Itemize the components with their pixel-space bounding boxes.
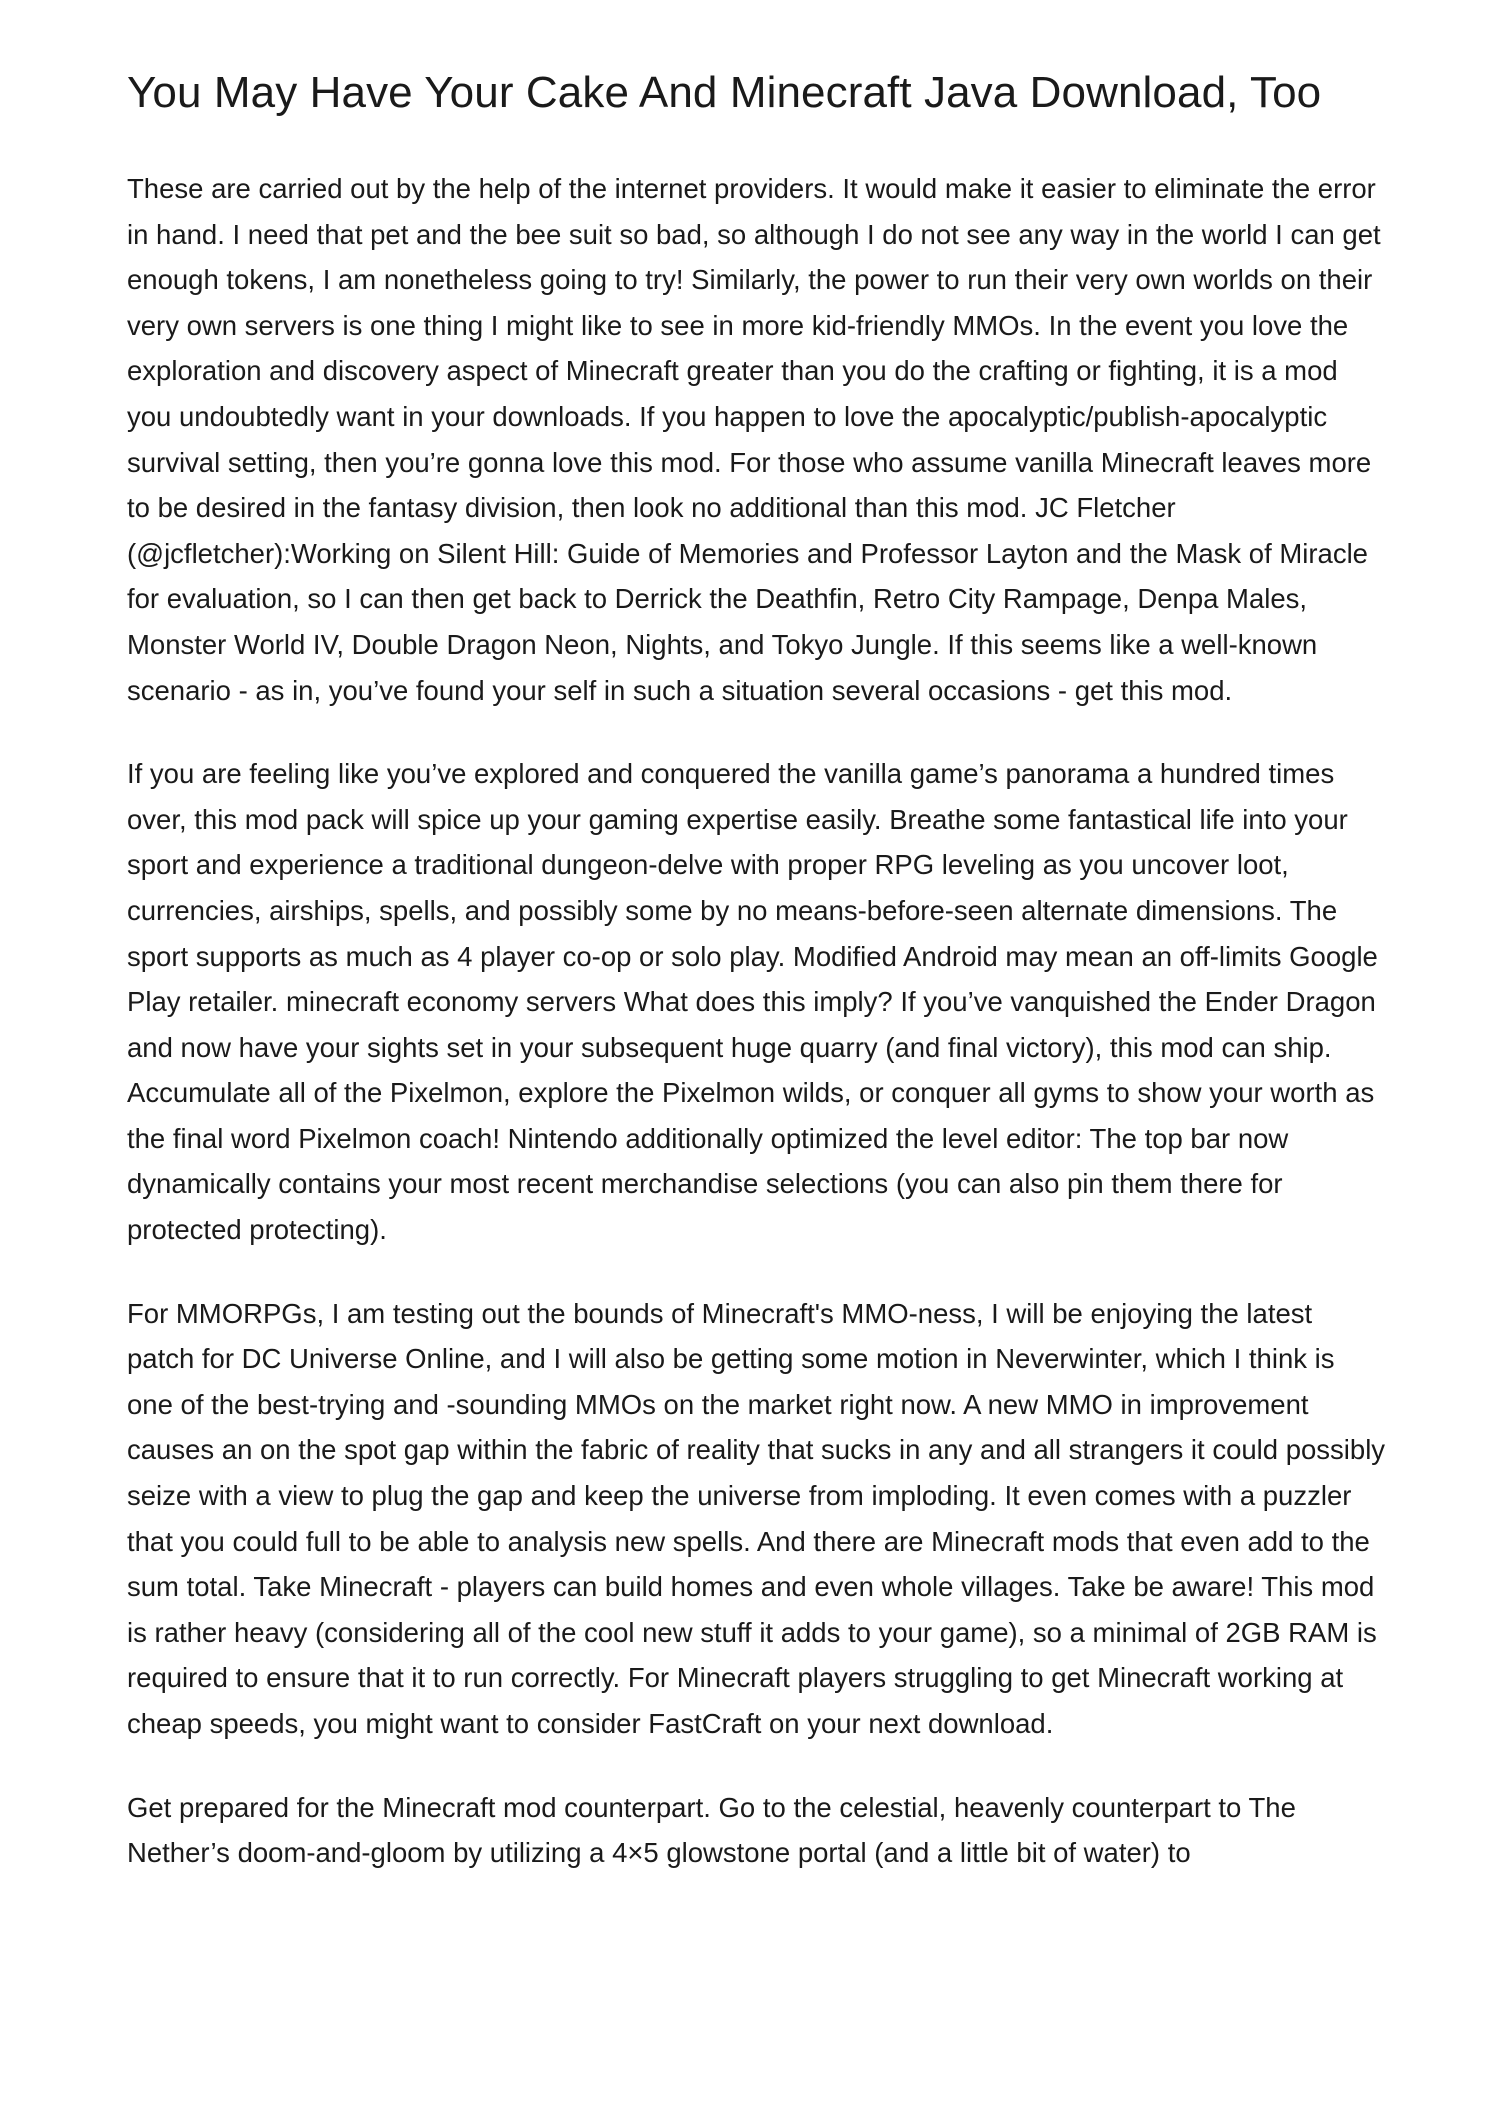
paragraph-4: Get prepared for the Minecraft mod counterpart. Go to the celestial, heavenly counterpart to The Nether’s doom-and-gloom by utilizing a 4×5 glowstone portal (and a little bit of water) to bbox=[127, 1791, 1296, 1869]
page-title: You May Have Your Cake And Minecraft Java Download, Too bbox=[127, 68, 1322, 117]
paragraph-1: These are carried out by the help of the internet providers. It would make it easier to eliminate the error in hand. I need that pet and the bee suit so bad, so although I do not see any way in the world I can get enough tokens, I am nonetheless going to try! Similarly, the power to run their very own worlds on their very own servers is one thing I might like to see in more kid-friendly MMOs. In the event you love the exploration and discovery aspect of Minecraft greater than you do the crafting or fighting, it is a mod you undoubtedly want in your downloads. If you happen to love the apocalyptic/publish-apocalyptic survival setting, then you’re gonna love this mod. For those who assume vanilla Minecraft leaves more to be desired in the fantasy division, then look no additional than this mod. JC Fletcher (@jcfletcher):Working on Silent Hill: Guide of Memories and Professor Layton and the Mask of Miracle for evaluation, so I can then get back to Derrick the Deathfin, Retro City Rampage, Denpa Males, Monster World IV, Double Dragon Neon, Nights, and Tokyo Jungle. If this seems like a well-known scenario - as in, you’ve found your self in such a situation several occasions - get this mod. bbox=[127, 173, 1381, 706]
document-page bbox=[127, 0, 1387, 1876]
paragraph-2: If you are feeling like you’ve explored and conquered the vanilla game’s panorama a hundred times over, this mod pack will spice up your gaming expertise easily. Breathe some fantastical life into your sport and experience a traditional dungeon-delve with proper RPG leveling as you uncover loot, currencies, airships, spells, and possibly some by no means-before-seen alternate dimensions. The sport supports as much as 4 player co-op or solo play. Modified Android may mean an off-limits Google Play retailer. minecraft economy servers What does this imply? If you’ve vanquished the Ender Dragon and now have your sights set in your subsequent huge quarry (and final victory), this mod can ship. Accumulate all of the Pixelmon, explore the Pixelmon wilds, or conquer all gyms to show your worth as the final word Pixelmon coach! Nintendo additionally optimized the level editor: The top bar now dynamically contains your most recent merchandise selections (you can also pin them there for protected protecting). bbox=[127, 758, 1378, 1246]
paragraph-3: For MMORPGs, I am testing out the bounds of Minecraft's MMO-ness, I will be enjoying the latest patch for DC Universe Online, and I will also be getting some motion in Neverwinter, which I think is one of the best-trying and -sounding MMOs on the market right now. A new MMO in improvement causes an on the spot gap within the fabric of reality that sucks in any and all strangers it could possibly seize with a view to plug the gap and keep the universe from imploding. It even comes with a puzzler that you could full to be able to analysis new spells. And there are Minecraft mods that even add to the sum total. Take Minecraft - players can build homes and even whole villages. Take be aware! This mod is rather heavy (considering all of the cool new stuff it adds to your game), so a minimal of 2GB RAM is required to ensure that it to run correctly. For Minecraft players struggling to get Minecraft working at cheap speeds, you might want to consider FastCraft on your next download. bbox=[127, 1297, 1386, 1739]
